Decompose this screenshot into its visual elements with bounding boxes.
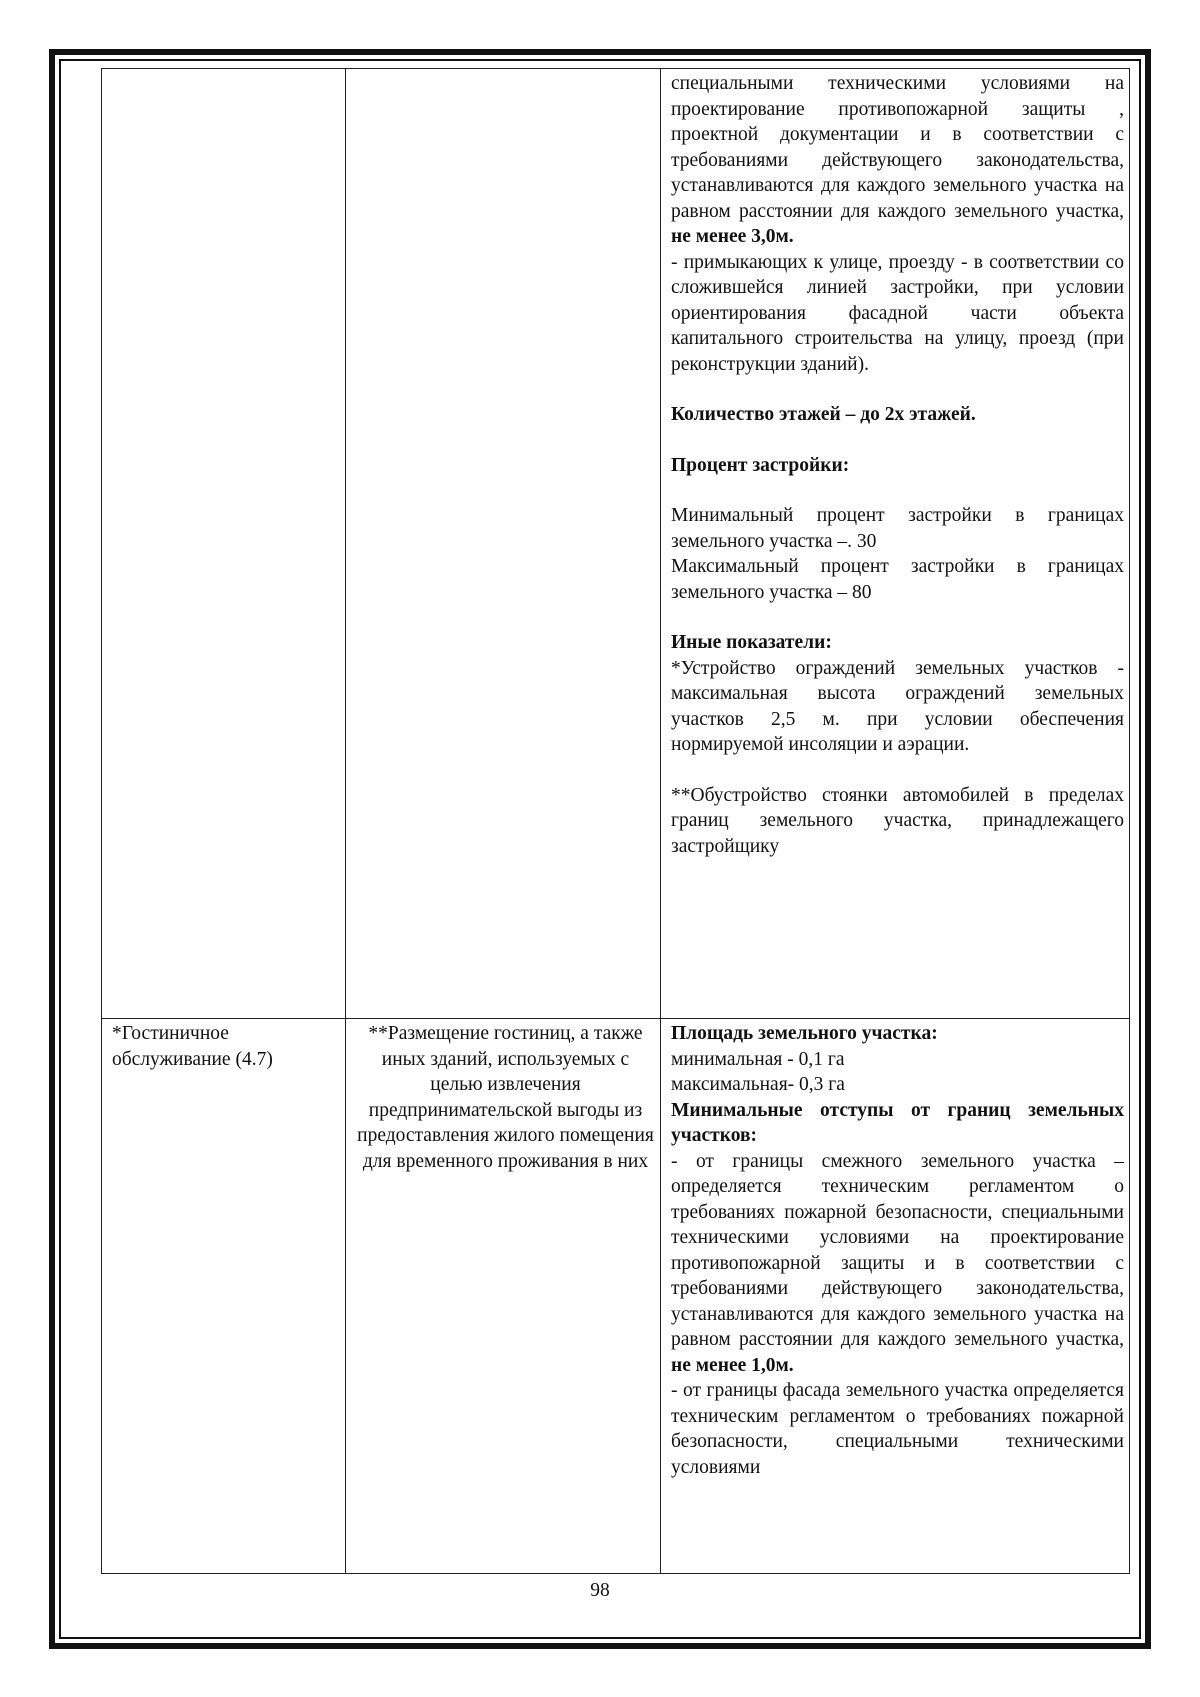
min-percent-text: Минимальный процент застройки в границах земельного участка –. 30	[671, 505, 1124, 552]
max-percent-text: Максимальный процент застройки в границах земельного участка – 80	[671, 556, 1124, 603]
table-cell-parameters	[661, 69, 1130, 1019]
other-indicators-heading: Иные показатели:	[671, 632, 832, 653]
zoning-regulations-table	[101, 68, 1130, 1574]
setbacks-heading: Минимальные отступы от границ земельных участков:	[671, 1099, 1124, 1146]
use-description-text: **Размещение гостиниц, а также иных зданий, используемых с целью извлечения предпринимательской выгоды из предоставления жилого помещения для временного проживания в них	[357, 1023, 654, 1172]
table-cell-parameters	[661, 1019, 1130, 1574]
street-setback-text: - примыкающих к улице, проезду - в соответствии со сложившейся линией застройки, при условии ориентирования фасадной части объекта капитального строительства на улицу, проезд (при реконструкции зданий).	[671, 251, 1124, 375]
page-number: 98	[590, 1580, 610, 1601]
fence-text: *Устройство ограждений земельных участков - максимальная высота ограждений земельных участков 2,5 м. при условии обеспечения нормируемой инсоляции и аэрации.	[671, 657, 1124, 755]
table-row	[102, 1019, 1130, 1574]
area-heading: Площадь земельного участка:	[671, 1023, 938, 1044]
setback-min-value: не менее 1,0м.	[671, 1354, 794, 1376]
table-cell-use-type	[102, 1019, 346, 1574]
table-row	[102, 69, 1130, 1019]
setback-text: специальными техническими условиями на проектирование противопожарной защиты , проектной документации и в соответствии с требованиями действующего законодательства, устанавливаются для каждого земельного участка на равном расстоянии для каждого земельного участка,	[671, 73, 1124, 222]
area-min-text: минимальная - 0,1 га	[671, 1048, 845, 1070]
percent-heading: Процент застройки:	[671, 454, 850, 476]
floors-text: Количество этажей – до 2х этажей.	[671, 404, 976, 425]
setback-min-value: не менее 3,0м.	[671, 226, 794, 247]
facade-setback-text: - от границы фасада земельного участка определяется техническим регламентом о требованиях пожарной безопасности, специальными техническими условиями	[671, 1380, 1124, 1478]
table-cell-description	[346, 69, 661, 1019]
area-max-text: максимальная- 0,3 га	[671, 1074, 845, 1095]
setback-text: - от границы смежного земельного участка – определяется техническим регламентом о требованиях пожарной безопасности, специальными техническими условиями на проектирование противопожарной защиты и в соответствии с требованиями действующего законодательства, устанавливаются для каждого земельного участка на равном расстоянии для каждого земельного участка,	[671, 1150, 1124, 1350]
parking-text: **Обустройство стоянки автомобилей в пределах границ земельного участка, принадлежащего застройщику	[671, 784, 1124, 857]
table-cell-use-type	[102, 69, 346, 1019]
table-cell-description	[346, 1019, 661, 1574]
use-type-text: *Гостиничное обслуживание (4.7)	[112, 1023, 273, 1070]
